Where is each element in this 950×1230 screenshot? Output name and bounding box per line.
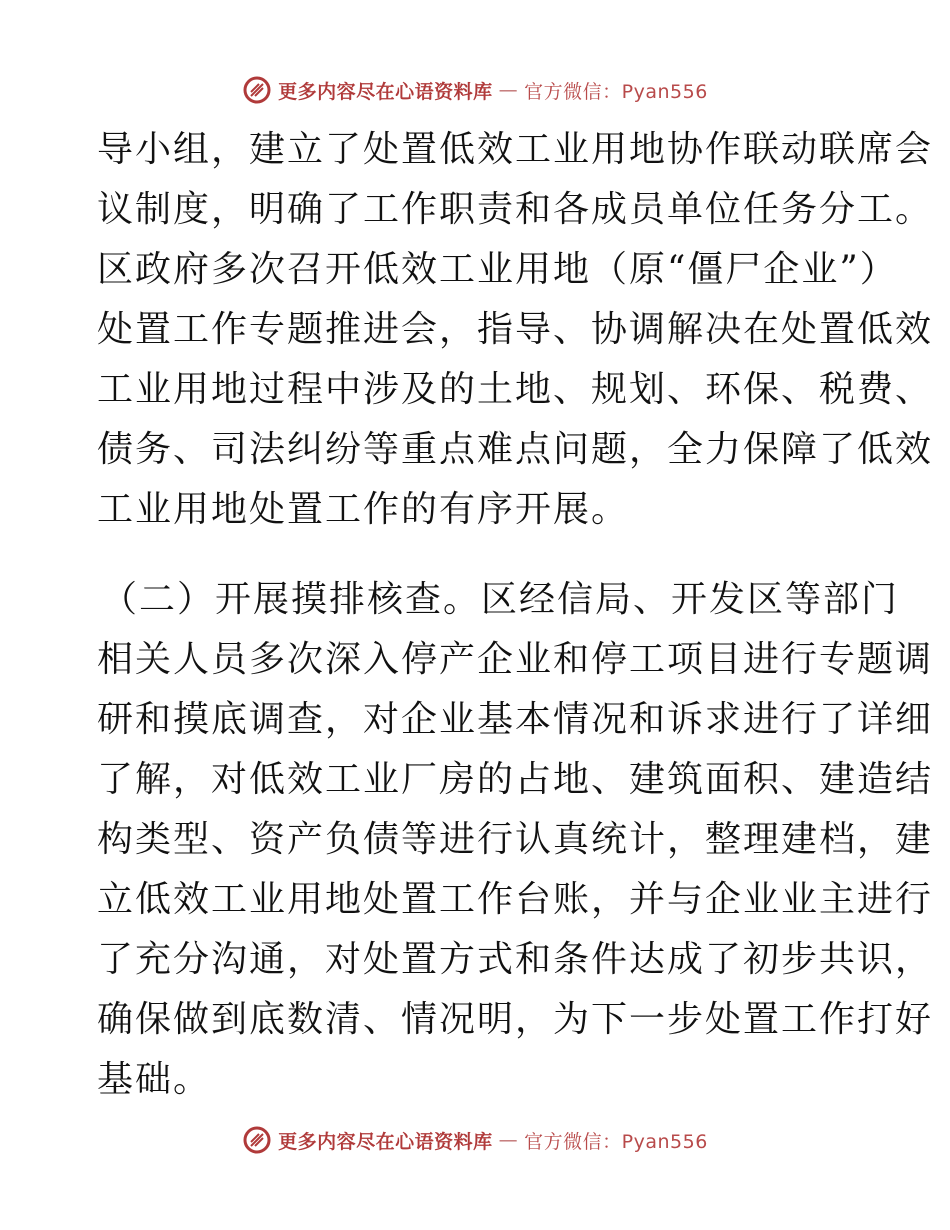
paragraph-1 (97, 120, 934, 540)
paragraph-spacer (97, 540, 857, 570)
text-line: 债务、司法纠纷等重点难点问题，全力保障了低效 (97, 429, 934, 470)
paragraph-2 (97, 570, 934, 1110)
watermark-sub-text: 官方微信：Pyan556 (524, 1130, 708, 1153)
text-line: 确保做到底数清、情况明，为下一步处置工作打好 (97, 999, 934, 1040)
footer-watermark (0, 1120, 950, 1160)
watermark-main-text: 更多内容尽在心语资料库 (278, 80, 493, 103)
header-watermark (0, 70, 950, 110)
watermark-separator: — (498, 1129, 519, 1151)
text-line: 工业用地过程中涉及的土地、规划、环保、税费、 (97, 369, 934, 410)
text-line: 处置工作专题推进会，指导、协调解决在处置低效 (97, 309, 934, 350)
document-body (97, 120, 934, 1110)
text-line: 了解，对低效工业厂房的占地、建筑面积、建造结 (97, 759, 934, 800)
section-heading-line: （二）开展摸排核查。区经信局、开发区等部门 (101, 579, 900, 620)
text-line: 了充分沟通，对处置方式和条件达成了初步共识， (97, 939, 934, 980)
text-line: 立低效工业用地处置工作台账，并与企业业主进行 (97, 879, 934, 920)
feather-seal-icon (242, 75, 272, 105)
text-line: 基础。 (97, 1059, 212, 1100)
text-line: 相关人员多次深入停产企业和停工项目进行专题调 (97, 639, 934, 680)
watermark-main-text: 更多内容尽在心语资料库 (278, 1130, 493, 1153)
text-line: 构类型、资产负债等进行认真统计，整理建档，建 (97, 819, 934, 860)
watermark-separator: — (498, 79, 519, 101)
feather-seal-icon (242, 1125, 272, 1155)
text-line: 导小组，建立了处置低效工业用地协作联动联席会 (97, 129, 934, 170)
text-line: 议制度，明确了工作职责和各成员单位任务分工。 (97, 189, 934, 230)
watermark-sub-text: 官方微信：Pyan556 (524, 80, 708, 103)
text-line: 区政府多次召开低效工业用地（原“僵尸企业”） (97, 249, 898, 290)
text-line: 研和摸底调查，对企业基本情况和诉求进行了详细 (97, 699, 934, 740)
text-line: 工业用地处置工作的有序开展。 (97, 489, 630, 530)
